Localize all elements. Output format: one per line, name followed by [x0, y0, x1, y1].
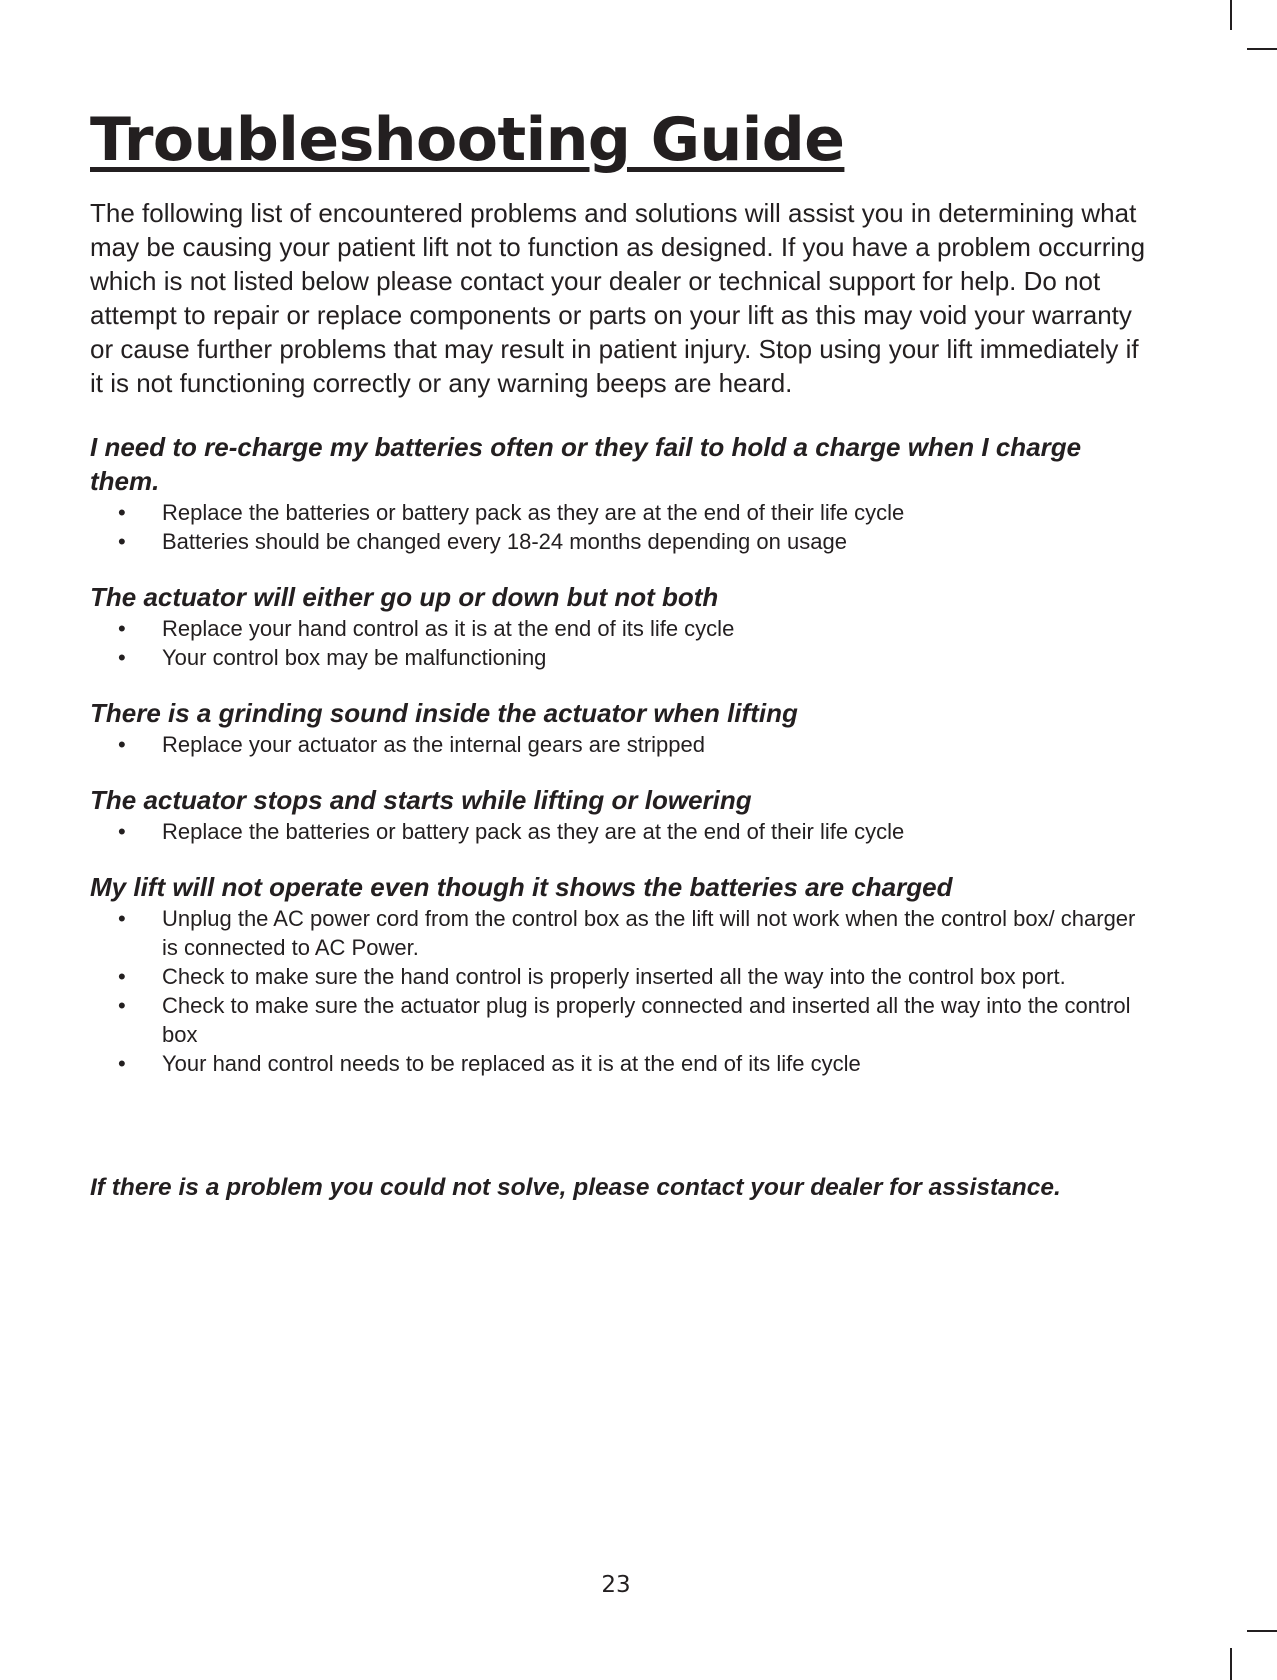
solution-text: Unplug the AC power cord from the control box as the lift will not work when the control box/ charger is connected to AC Power. — [162, 906, 1136, 960]
troubleshooting-section — [90, 580, 1150, 672]
bullet-icon: • — [118, 645, 126, 670]
bullet-icon: • — [118, 993, 126, 1018]
solution-item — [90, 991, 1150, 1049]
solution-list — [90, 904, 1150, 1078]
bullet-icon: • — [118, 906, 126, 931]
troubleshooting-section — [90, 870, 1150, 1078]
bullet-icon: • — [118, 529, 126, 554]
solution-text: Replace the batteries or battery pack as they are at the end of their life cycle — [162, 819, 905, 844]
solution-text: Replace your actuator as the internal gears are stripped — [162, 732, 705, 757]
solution-text: Check to make sure the actuator plug is properly connected and inserted all the way into the control box — [162, 993, 1131, 1047]
solution-item — [90, 817, 1150, 846]
bullet-icon: • — [118, 732, 126, 757]
solution-text: Replace the batteries or battery pack as they are at the end of their life cycle — [162, 500, 905, 525]
problem-heading: The actuator will either go up or down but not both — [90, 582, 719, 612]
troubleshooting-section — [90, 430, 1150, 556]
page-content — [90, 100, 1150, 1204]
solution-text: Replace your hand control as it is at the end of its life cycle — [162, 616, 735, 641]
problem-heading: There is a grinding sound inside the actuator when lifting — [90, 698, 798, 728]
solution-text: Batteries should be changed every 18-24 months depending on usage — [162, 529, 847, 554]
solution-list — [90, 730, 1150, 759]
solution-item — [90, 1049, 1150, 1078]
solution-text: Check to make sure the hand control is properly inserted all the way into the control box port. — [162, 964, 1066, 989]
problem-heading: The actuator stops and starts while lifting or lowering — [90, 785, 752, 815]
page-title: Troubleshooting Guide — [90, 105, 845, 175]
problem-heading: My lift will not operate even though it shows the batteries are charged — [90, 872, 953, 902]
bullet-icon: • — [118, 500, 126, 525]
intro-paragraph: The following list of encountered problems and solutions will assist you in determining what may be causing your patient lift not to function as designed. If you have a problem occurring which is not listed below please contact your dealer or technical support for help. Do not attempt to repair or replace components or parts on your lift as this may void your warranty or cause further problems that may result in patient injury. Stop using your lift immediately if it is not functioning correctly or any warning beeps are heard. — [90, 198, 1146, 398]
solution-text: Your hand control needs to be replaced as it is at the end of its life cycle — [162, 1051, 861, 1076]
bullet-icon: • — [118, 1051, 126, 1076]
crop-mark — [1230, 1648, 1232, 1680]
solution-item — [90, 904, 1150, 962]
troubleshooting-section — [90, 696, 1150, 759]
bullet-icon: • — [118, 964, 126, 989]
problem-heading: I need to re-charge my batteries often or they fail to hold a charge when I charge them. — [90, 432, 1082, 496]
solution-item — [90, 527, 1150, 556]
troubleshooting-section — [90, 783, 1150, 846]
bullet-icon: • — [118, 819, 126, 844]
solution-text: Your control box may be malfunctioning — [162, 645, 547, 670]
crop-mark — [1247, 48, 1277, 50]
closing-note: If there is a problem you could not solve, please contact your dealer for assistance. — [90, 1174, 1061, 1201]
solution-item — [90, 614, 1150, 643]
crop-mark — [1247, 1630, 1277, 1632]
bullet-icon: • — [118, 616, 126, 641]
solution-item — [90, 498, 1150, 527]
solution-item — [90, 730, 1150, 759]
solution-list — [90, 817, 1150, 846]
solution-list — [90, 498, 1150, 556]
crop-mark — [1230, 0, 1232, 30]
solution-item — [90, 643, 1150, 672]
solution-list — [90, 614, 1150, 672]
solution-item — [90, 962, 1150, 991]
page-number: 23 — [601, 1572, 631, 1598]
